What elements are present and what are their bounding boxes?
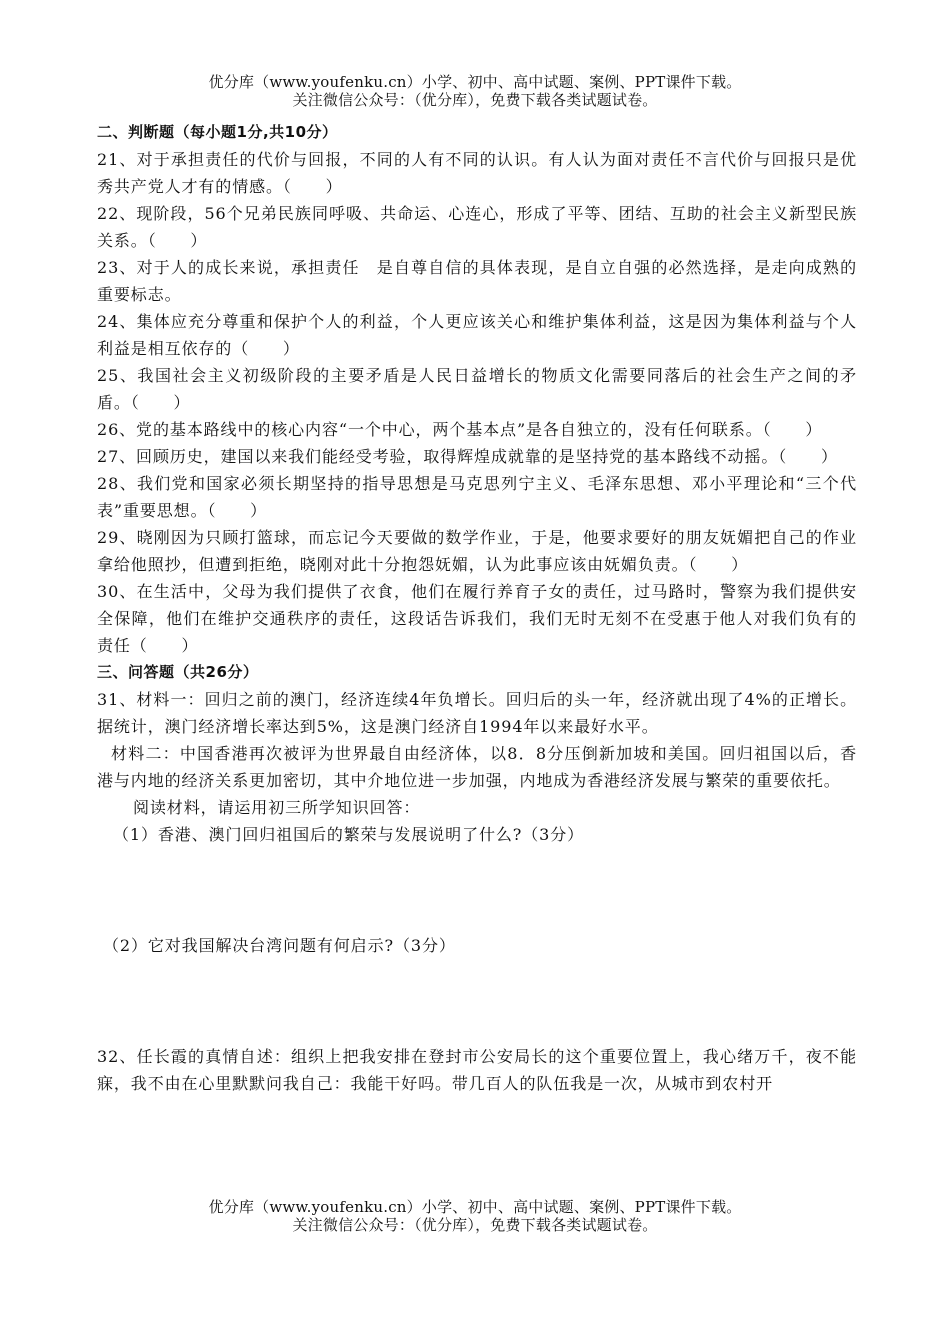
question-29: 29、晓刚因为只顾打篮球，而忘记今天要做的数学作业，于是，他要求要好的朋友妩媚把自己的作业拿给他照抄，但遭到拒绝，晓刚对此十分抱怨妩媚，认为此事应该由妩媚负责。（ ） — [97, 528, 857, 574]
page-footer — [0, 1198, 950, 1234]
footer-line-1: 优分库（www.youfenku.cn）小学、初中、高中试题、案例、PPT课件下载。 — [208, 1198, 742, 1216]
footer-line-2: 关注微信公众号：（优分库），免费下载各类试题试卷。 — [292, 1216, 658, 1234]
question-31-instruction: 阅读材料，请运用初三所学知识回答： — [133, 798, 421, 817]
page-header — [0, 73, 950, 109]
header-line-1: 优分库（www.youfenku.cn）小学、初中、高中试题、案例、PPT课件下载。 — [208, 73, 742, 91]
question-31-sub-2: （2）它对我国解决台湾问题有何启示?（3分） — [103, 936, 456, 955]
question-31-sub-1: （1）香港、澳门回归祖国后的繁荣与发展说明了什么?（3分） — [113, 825, 585, 844]
question-31-material-1: 31、材料一：回归之前的澳门，经济连续4年负增长。回归后的头一年，经济就出现了4%的正增长。据统计，澳门经济增长率达到5%，这是澳门经济自1994年以来最好水平。 — [97, 690, 857, 736]
header-line-2: 关注微信公众号：（优分库），免费下载各类试题试卷。 — [292, 91, 658, 109]
question-22: 22、现阶段，56个兄弟民族同呼吸、共命运、心连心，形成了平等、团结、互助的社会主义新型民族关系。（ ） — [97, 204, 857, 250]
question-27: 27、回顾历史，建国以来我们能经受考验，取得辉煌成就靠的是坚持党的基本路线不动摇。（ ） — [97, 447, 838, 466]
exam-content — [97, 119, 857, 1097]
question-30: 30、在生活中，父母为我们提供了衣食，他们在履行养育子女的责任，过马路时，警察为我们提供安全保障，他们在维护交通秩序的责任，这段话告诉我们，我们无时无刻不在受惠于他人对我们负有的责任（ ） — [97, 582, 857, 655]
question-31-material-2: 材料二：中国香港再次被评为世界最自由经济体，以8．8分压倒新加坡和美国。回归祖国以后，香港与内地的经济关系更加密切，其中介地位进一步加强，内地成为香港经济发展与繁荣的重要依托。 — [97, 744, 857, 790]
section-3-title: 三、问答题（共26分） — [97, 663, 259, 681]
question-32: 32、任长霞的真情自述：组织上把我安排在登封市公安局长的这个重要位置上，我心绪万千，夜不能寐，我不由在心里默默问我自己：我能干好吗。带几百人的队伍我是一次，从城市到农村开 — [97, 1047, 857, 1093]
answer-space-2 — [97, 959, 857, 1043]
answer-space-1 — [97, 848, 857, 932]
question-24: 24、集体应充分尊重和保护个人的利益，个人更应该关心和维护集体利益，这是因为集体利益与个人利益是相互依存的（ ） — [97, 312, 857, 358]
question-21: 21、对于承担责任的代价与回报，不同的人有不同的认识。有人认为面对责任不言代价与回报只是优秀共产党人才有的情感。（ ） — [97, 150, 857, 196]
question-26: 26、党的基本路线中的核心内容“一个中心，两个基本点”是各自独立的，没有任何联系。（ ） — [97, 420, 823, 439]
question-23: 23、对于人的成长来说，承担责任 是自尊自信的具体表现，是自立自强的必然选择，是走向成熟的重要标志。 — [97, 258, 857, 304]
question-28: 28、我们党和国家必须长期坚持的指导思想是马克思列宁主义、毛泽东思想、邓小平理论和“三个代表”重要思想。（ ） — [97, 474, 857, 520]
section-2-title: 二、判断题（每小题1分,共10分） — [97, 123, 338, 141]
question-25: 25、我国社会主义初级阶段的主要矛盾是人民日益增长的物质文化需要同落后的社会生产之间的矛盾。（ ） — [97, 366, 857, 412]
